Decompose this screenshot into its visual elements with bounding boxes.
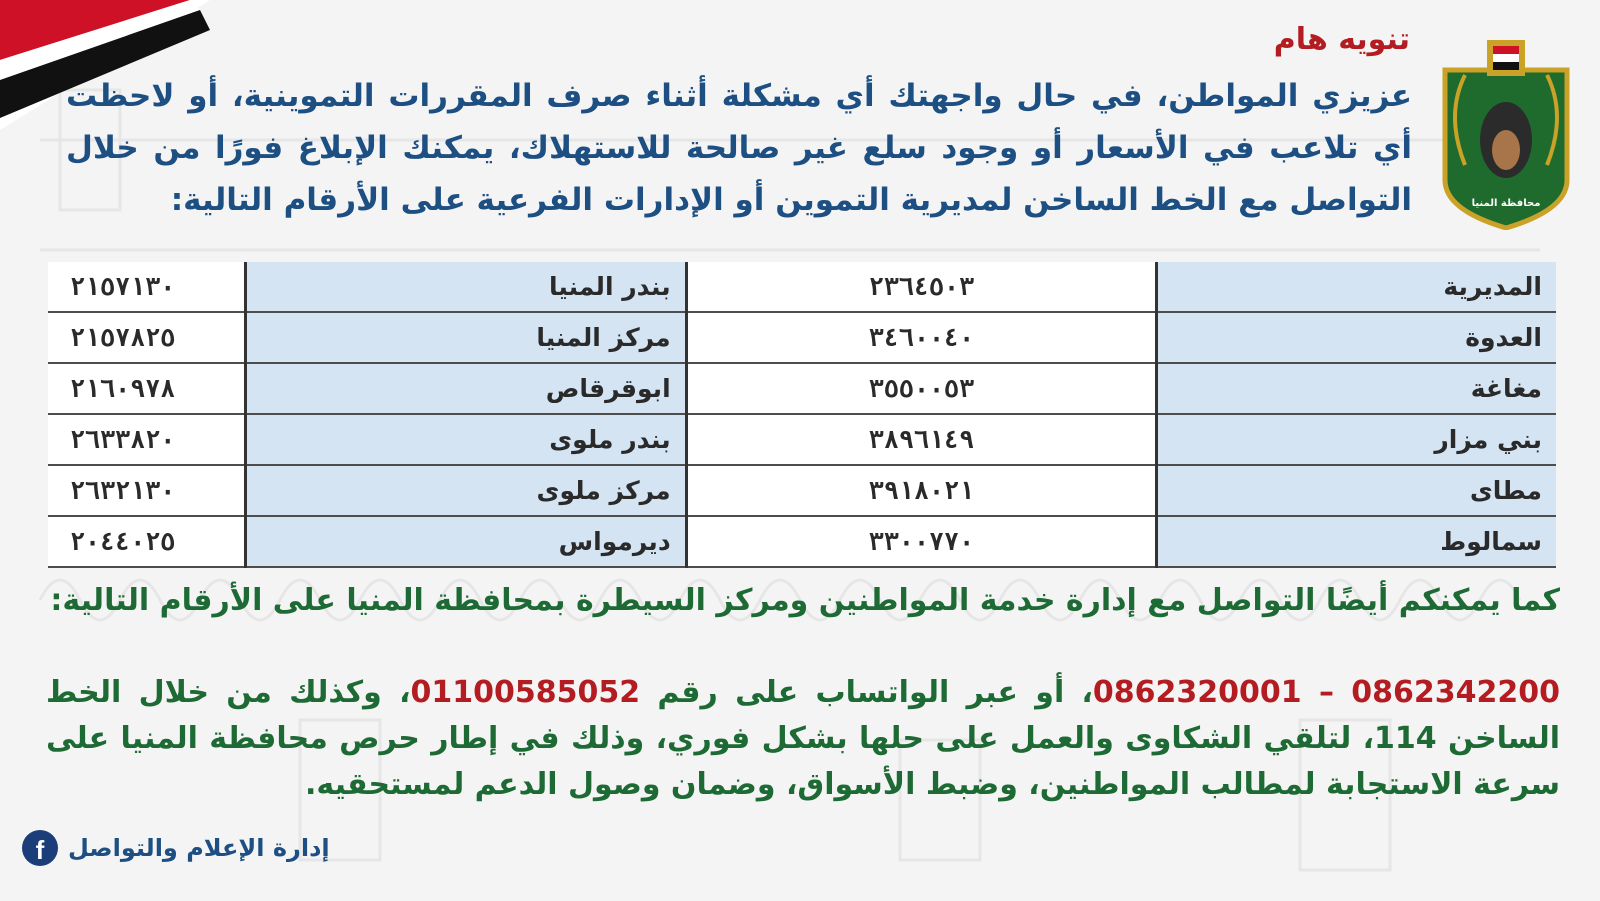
- signature-text: إدارة الإعلام والتواصل: [68, 834, 330, 862]
- district-name: ديرمواس: [245, 516, 686, 567]
- phone-number: ٣٥٥٠٠٥٣: [686, 363, 1157, 414]
- whatsapp-intro: ، أو عبر الواتساب على رقم: [640, 675, 1093, 710]
- district-name: المديرية: [1157, 262, 1556, 312]
- hotline-table: [48, 262, 1556, 568]
- table-row: [48, 363, 1556, 414]
- phone-number: ٣٩١٨٠٢١: [686, 465, 1157, 516]
- phone-number: ٢٦٣٢١٣٠: [48, 465, 245, 516]
- notice-body: عزيزي المواطن، في حال واجهتك أي مشكلة أثناء صرف المقررات التموينية، أو لاحظت أي تلاعب في الأسعار أو وجود سلع غير صالحة للاستهلاك، يمكنك الإبلاغ فورًا من خلال التواصل مع الخط الساخن لمديرية التموين أو الإدارات الفرعية على الأرقام التالية:: [66, 78, 1412, 218]
- table-row: [48, 262, 1556, 312]
- phone-number: ٢٠٤٤٠٢٥: [48, 516, 245, 567]
- district-name: مطاى: [1157, 465, 1556, 516]
- footer-line-2: [46, 670, 1560, 808]
- district-name: مركز المنيا: [245, 312, 686, 363]
- district-name: سمالوط: [1157, 516, 1556, 567]
- phone-number: ٢١٥٧٨٢٥: [48, 312, 245, 363]
- table-row: [48, 465, 1556, 516]
- signature: [22, 828, 330, 868]
- phone-number: ٢١٦٠٩٧٨: [48, 363, 245, 414]
- district-name: بني مزار: [1157, 414, 1556, 465]
- logo-caption: محافظة المنيا: [1471, 198, 1541, 209]
- table-row: [48, 312, 1556, 363]
- phone-number: ٢١٥٧١٣٠: [48, 262, 245, 312]
- phone-number: ٣٣٠٠٧٧٠: [686, 516, 1157, 567]
- phone-number: ٣٤٦٠٠٤٠: [686, 312, 1157, 363]
- phone-number: ٢٣٦٤٥٠٣: [686, 262, 1157, 312]
- district-name: بندر المنيا: [245, 262, 686, 312]
- hotline-text: ، وكذلك من خلال الخط الساخن 114، لتلقي الشكاوى والعمل على حلها بشكل فوري، وذلك في إطار حرص محافظة المنيا على سرعة الاستجابة لمطالب المواطنين، وضبط الأسواق، وضمان وصول الدعم لمستحقيه.: [46, 675, 1560, 802]
- district-name: مغاغة: [1157, 363, 1556, 414]
- facebook-icon[interactable]: f: [22, 830, 58, 866]
- footer-line-1: كما يمكنكم أيضًا التواصل مع إدارة خدمة المواطنين ومركز السيطرة بمحافظة المنيا على الأرقام التالية:: [50, 583, 1560, 618]
- table-row: [48, 516, 1556, 567]
- phone-number: ٢٦٣٣٨٢٠: [48, 414, 245, 465]
- service-phone-numbers: 0862342200 – 0862320001: [1092, 675, 1560, 710]
- notice-title: تنويه هام: [1273, 22, 1410, 57]
- district-name: العدوة: [1157, 312, 1556, 363]
- whatsapp-number: 01100585052: [410, 675, 641, 710]
- district-name: ابوقرقاص: [245, 363, 686, 414]
- district-name: بندر ملوى: [245, 414, 686, 465]
- phone-number: ٣٨٩٦١٤٩: [686, 414, 1157, 465]
- district-name: مركز ملوى: [245, 465, 686, 516]
- table-row: [48, 414, 1556, 465]
